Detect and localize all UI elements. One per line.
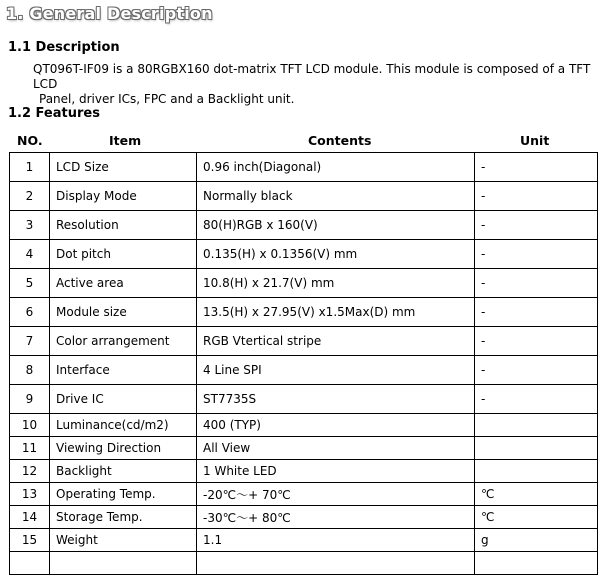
cell-unit: - — [475, 240, 598, 269]
table-row — [10, 211, 598, 240]
table-row — [10, 182, 598, 211]
table-header — [0, 133, 600, 151]
cell-item — [50, 552, 197, 575]
section-number: 1. — [6, 4, 24, 23]
cell-unit — [475, 460, 598, 483]
table-row — [10, 153, 598, 182]
cell-unit — [475, 414, 598, 437]
cell-item: Display Mode — [50, 182, 197, 211]
column-header-unit: Unit — [520, 133, 550, 148]
table-row — [10, 298, 598, 327]
cell-no: 6 — [10, 298, 50, 327]
cell-item: Dot pitch — [50, 240, 197, 269]
cell-item: Luminance(cd/m2) — [50, 414, 197, 437]
cell-no: 5 — [10, 269, 50, 298]
cell-contents: 400 (TYP) — [197, 414, 475, 437]
column-header-contents: Contents — [308, 133, 372, 148]
cell-contents: All View — [197, 437, 475, 460]
cell-item: Weight — [50, 529, 197, 552]
cell-contents: 0.96 inch(Diagonal) — [197, 153, 475, 182]
description-paragraph — [33, 62, 593, 107]
cell-unit: ℃ — [475, 483, 598, 506]
table-row — [10, 327, 598, 356]
section-title-text: General Description — [29, 4, 213, 23]
table-row — [10, 529, 598, 552]
cell-contents: -20℃～+ 70℃ — [197, 483, 475, 506]
table-row — [10, 506, 598, 529]
cell-unit — [475, 552, 598, 575]
cell-contents: 1.1 — [197, 529, 475, 552]
cell-no: 12 — [10, 460, 50, 483]
column-header-no: NO. — [17, 133, 43, 148]
features-table — [9, 152, 598, 575]
cell-contents: 80(H)RGB x 160(V) — [197, 211, 475, 240]
table-row — [10, 269, 598, 298]
cell-item: Active area — [50, 269, 197, 298]
cell-no: 13 — [10, 483, 50, 506]
cell-item: LCD Size — [50, 153, 197, 182]
description-line-1: QT096T-IF09 is a 80RGBX160 dot-matrix TFT LCD module. This module is composed of a TFT LCD — [33, 62, 591, 91]
cell-contents: 10.8(H) x 21.7(V) mm — [197, 269, 475, 298]
cell-unit: - — [475, 153, 598, 182]
cell-no: 14 — [10, 506, 50, 529]
cell-item: Storage Temp. — [50, 506, 197, 529]
table-row — [10, 483, 598, 506]
cell-contents: RGB Vtertical stripe — [197, 327, 475, 356]
cell-contents: 0.135(H) x 0.1356(V) mm — [197, 240, 475, 269]
cell-no: 11 — [10, 437, 50, 460]
table-row — [10, 385, 598, 414]
section-title — [6, 4, 213, 23]
cell-unit: - — [475, 385, 598, 414]
cell-unit: - — [475, 327, 598, 356]
cell-no: 4 — [10, 240, 50, 269]
cell-unit: - — [475, 269, 598, 298]
cell-no: 9 — [10, 385, 50, 414]
cell-no: 1 — [10, 153, 50, 182]
description-line-2: Panel, driver ICs, FPC and a Backlight unit. — [39, 92, 295, 106]
cell-contents — [197, 552, 475, 575]
cell-unit: ℃ — [475, 506, 598, 529]
cell-no: 3 — [10, 211, 50, 240]
cell-item: Resolution — [50, 211, 197, 240]
cell-item: Viewing Direction — [50, 437, 197, 460]
cell-no: 15 — [10, 529, 50, 552]
cell-contents: 4 Line SPI — [197, 356, 475, 385]
cell-item: Backlight — [50, 460, 197, 483]
cell-item: Color arrangement — [50, 327, 197, 356]
cell-no: 2 — [10, 182, 50, 211]
cell-no: 10 — [10, 414, 50, 437]
cell-contents: Normally black — [197, 182, 475, 211]
column-header-item: Item — [109, 133, 142, 148]
cell-unit — [475, 437, 598, 460]
cell-unit: - — [475, 356, 598, 385]
table-row — [10, 552, 598, 575]
features-heading: 1.2 Features — [8, 106, 100, 121]
cell-no — [10, 552, 50, 575]
table-row — [10, 460, 598, 483]
cell-item: Module size — [50, 298, 197, 327]
cell-unit: - — [475, 211, 598, 240]
cell-contents: ST7735S — [197, 385, 475, 414]
cell-contents: -30℃～+ 80℃ — [197, 506, 475, 529]
cell-unit: g — [475, 529, 598, 552]
cell-contents: 13.5(H) x 27.95(V) x1.5Max(D) mm — [197, 298, 475, 327]
cell-no: 7 — [10, 327, 50, 356]
table-row — [10, 356, 598, 385]
description-heading: 1.1 Description — [8, 40, 120, 55]
cell-no: 8 — [10, 356, 50, 385]
table-row — [10, 414, 598, 437]
cell-unit: - — [475, 298, 598, 327]
table-row — [10, 240, 598, 269]
cell-item: Operating Temp. — [50, 483, 197, 506]
cell-item: Drive IC — [50, 385, 197, 414]
cell-contents: 1 White LED — [197, 460, 475, 483]
cell-item: Interface — [50, 356, 197, 385]
cell-unit: - — [475, 182, 598, 211]
table-row — [10, 437, 598, 460]
